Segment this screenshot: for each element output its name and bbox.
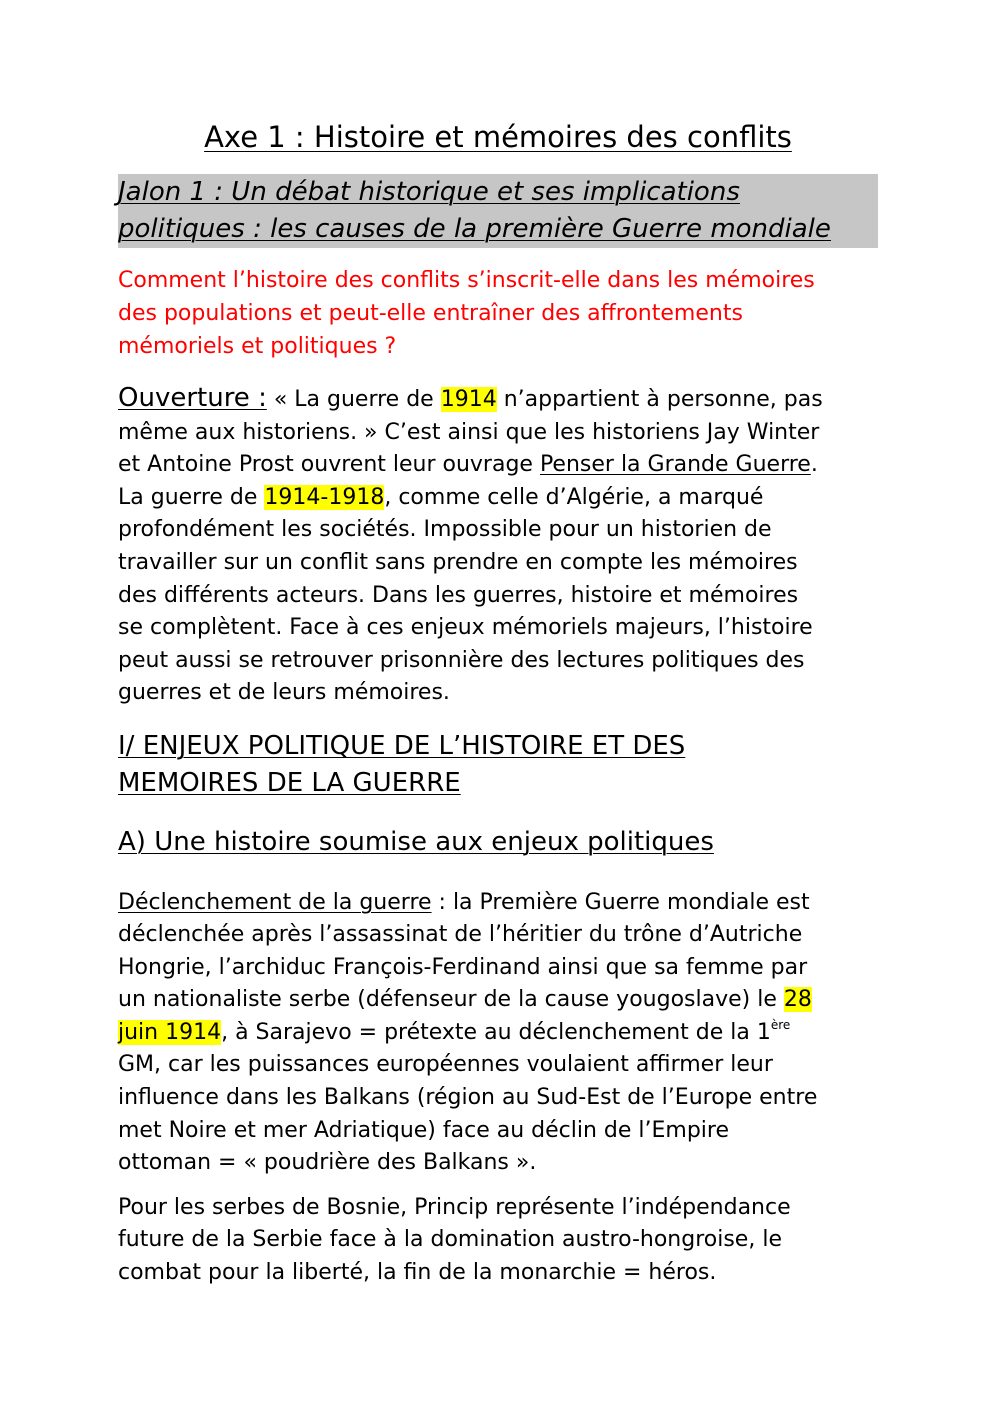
highlight-date: 1914	[440, 387, 497, 412]
serbes-line: future de la Serbie face à la domination austro-hongroise, le	[118, 1227, 782, 1253]
serbes-paragraph	[118, 1192, 878, 1290]
section-heading-1	[118, 728, 878, 802]
section-heading-line-2: MEMOIRES DE LA GUERRE	[118, 767, 461, 798]
document-title: Axe 1 : Histoire et mémoires des conflits	[204, 120, 792, 154]
highlight-date: 28	[783, 987, 812, 1013]
declenchement-line: GM, car les puissances européennes voulaient affirmer leur	[118, 1052, 773, 1078]
ouverture-text: n’appartient à personne, pas	[496, 387, 823, 412]
ouverture-text: , comme celle d’Algérie, a marqué	[384, 484, 764, 510]
subsection-heading-a: A) Une histoire soumise aux enjeux politiques	[118, 826, 714, 857]
serbes-line: Pour les serbes de Bosnie, Princip représente l’indépendance	[118, 1194, 791, 1220]
declenchement-text: : la Première Guerre mondiale est	[431, 889, 810, 915]
declenchement-label: Déclenchement de la guerre	[118, 889, 432, 915]
question-line-1: Comment l’histoire des conflits s’inscrit-elle dans les mémoires	[118, 268, 815, 293]
ouverture-paragraph	[118, 382, 878, 710]
ouverture-line: travailler sur un conflit sans prendre en compte les mémoires	[118, 549, 798, 575]
declenchement-paragraph	[118, 887, 878, 1180]
declenchement-line: ottoman = « poudrière des Balkans ».	[118, 1150, 537, 1176]
declenchement-line: influence dans les Balkans (région au Sud-Est de l’Europe entre	[118, 1085, 818, 1111]
ouverture-label: Ouverture :	[118, 383, 267, 413]
serbes-line: combat pour la liberté, la fin de la monarchie = héros.	[118, 1260, 717, 1286]
question-line-2: des populations et peut-elle entraîner des affrontements	[118, 301, 743, 326]
section-heading-line-1: I/ ENJEUX POLITIQUE DE L’HISTOIRE ET DES	[118, 730, 686, 761]
problematique-question	[118, 264, 878, 363]
ouverture-line: même aux historiens. » C’est ainsi que les historiens Jay Winter	[118, 419, 820, 445]
declenchement-line: Hongrie, l’archiduc François-Ferdinand ainsi que sa femme par	[118, 954, 808, 980]
jalon-line-1: Jalon 1 : Un débat historique et ses implications	[118, 177, 740, 207]
jalon-heading	[118, 174, 878, 248]
ouverture-line: des différents acteurs. Dans les guerres, histoire et mémoires	[118, 582, 799, 608]
document-page	[118, 118, 878, 1290]
jalon-line-2: politiques : les causes de la première Guerre mondiale	[118, 214, 831, 244]
highlight-date: 1914-1918	[264, 484, 385, 510]
declenchement-text: un nationaliste serbe (défenseur de la cause yougoslave) le	[118, 987, 784, 1013]
ouverture-text: et Antoine Prost ouvrent leur ouvrage	[118, 452, 540, 478]
ouverture-line: peut aussi se retrouver prisonnière des lectures politiques des	[118, 647, 805, 673]
declenchement-text: , à Sarajevo = prétexte au déclenchement de la 1	[221, 1019, 771, 1045]
declenchement-line: met Noire et mer Adriatique) face au déclin de l’Empire	[118, 1117, 730, 1143]
declenchement-line: déclenchée après l’assassinat de l’héritier du trône d’Autriche	[118, 922, 803, 948]
ordinal-superscript: ère	[770, 1017, 791, 1032]
highlight-date: juin 1914	[118, 1019, 222, 1045]
ouverture-line: guerres et de leurs mémoires.	[118, 680, 450, 706]
ouverture-text: « La guerre de	[266, 387, 441, 412]
ouverture-line: se complètent. Face à ces enjeux mémoriels majeurs, l’histoire	[118, 615, 813, 641]
book-title: Penser la Grande Guerre	[539, 452, 811, 478]
ouverture-line: profondément les sociétés. Impossible pour un historien de	[118, 517, 772, 543]
ouverture-text: .	[810, 452, 818, 478]
ouverture-text: La guerre de	[118, 484, 265, 510]
question-line-3: mémoriels et politiques ?	[118, 334, 397, 359]
